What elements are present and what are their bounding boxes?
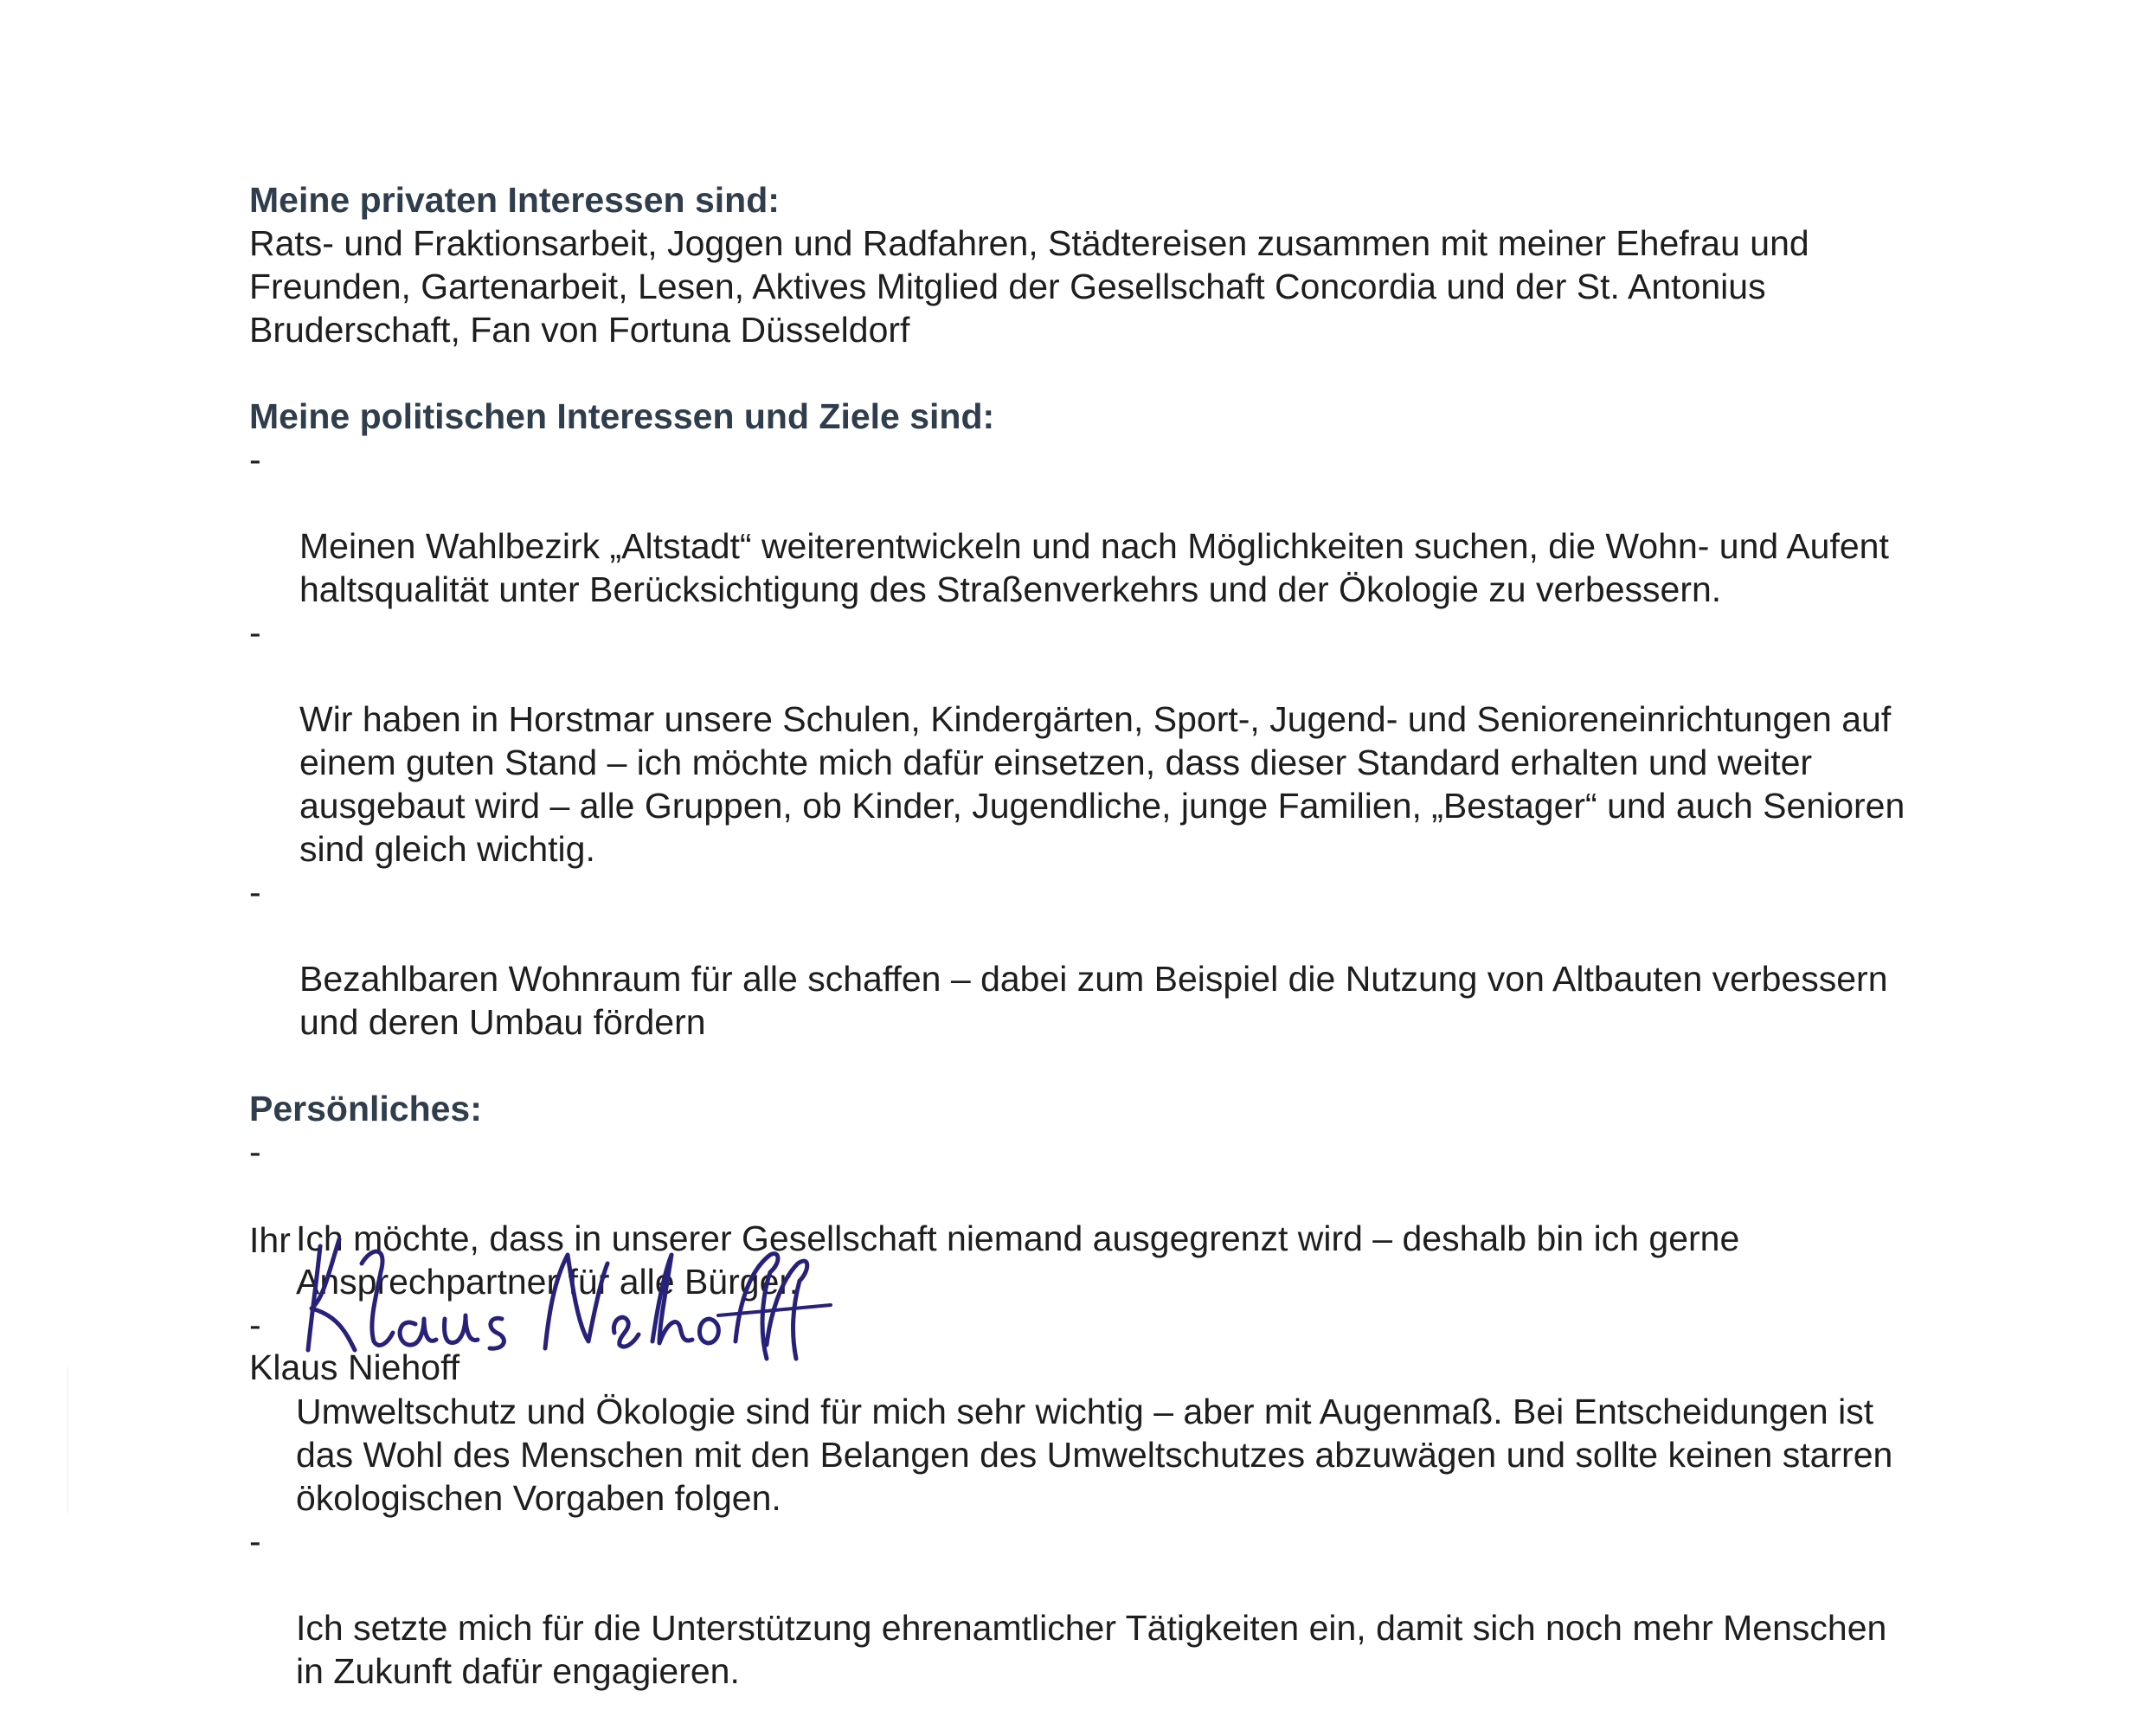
signature-stroke: [652, 1255, 692, 1343]
list-item-text: Ich setzte mich für die Unterstützung ehrenamtlicher Tätigkeiten ein, damit sich noch mehr Menschen in Zukunft dafür engagieren.: [296, 1608, 1887, 1691]
personal-section: [249, 1087, 2066, 1693]
list-item: [249, 871, 2066, 1044]
private-interests-section: [249, 178, 2066, 351]
signature-stroke: [736, 1254, 778, 1359]
list-item-text: Ich möchte, dass in unserer Gesellschaft niemand ausgegrenzt wird – deshalb bin ich gerne Ansprechpartner für alle Bürger.: [296, 1218, 1740, 1302]
political-goals-heading: Meine politischen Interessen und Ziele sind:: [249, 396, 995, 436]
list-item: [249, 438, 2066, 611]
closing-salutation: Ihr: [249, 1220, 291, 1260]
signature-stroke: [490, 1318, 504, 1348]
document-body: [249, 178, 2066, 1736]
private-interests-heading: Meine privaten Interessen sind:: [249, 180, 780, 220]
personal-heading: Persönliches:: [249, 1089, 482, 1128]
political-goals-section: [249, 395, 2066, 1044]
dash-bullet: -: [249, 1132, 261, 1172]
list-item-text: Meinen Wahlbezirk „Altstadt“ weiterentwickeln und nach Möglichkeiten suchen, die Wohn- und Aufent haltsqualität unter Berücksichtigung des Straßenverkehrs und der Ökologie zu verbessern.: [299, 526, 1889, 609]
signature-stroke: [400, 1319, 436, 1345]
private-interests-text: Rats- und Fraktionsarbeit, Joggen und Radfahren, Städtereisen zusammen mit meiner Ehefrau und Freunden, Gartenarbeit, Lesen, Aktives Mitglied der Gesellschaft Concordia und der St. Antonius Bruderschaft, Fan von Fortuna Düsseldorf: [249, 223, 1809, 350]
list-item-text: Wir haben in Horstmar unsere Schulen, Kindergärten, Sport-, Jugend- und Senioreneinrichtungen auf einem guten Stand – ich möchte mich dafür einsetzen, dass dieser Standard erhalten und weiter ausgebaut wird – alle Gruppen, ob Kinder, Jugendliche, junge Familien, „Bestager“ und auch Senioren sind gleich wichtig.: [299, 699, 1905, 869]
signature-stroke: [699, 1319, 718, 1343]
dash-bullet: -: [249, 872, 261, 912]
dash-bullet: -: [249, 440, 261, 479]
signature-stroke: [545, 1255, 607, 1348]
page-edge-divider: [67, 1367, 68, 1513]
signature-stroke: [614, 1317, 639, 1347]
list-item-text: Bezahlbaren Wohnraum für alle schaffen – dabei zum Beispiel die Nutzung von Altbauten verbessern und deren Umbau fördern: [299, 959, 1888, 1042]
personal-list: [249, 1130, 2066, 1693]
political-goals-list: [249, 438, 2066, 1044]
signature-stroke: [445, 1315, 478, 1343]
signatory-name: Klaus Niehoff: [249, 1347, 460, 1387]
list-item-text: Umweltschutz und Ökologie sind für mich sehr wichtig – aber mit Augenmaß. Bei Entscheidungen ist das Wohl des Menschen mit den Belangen des Umweltschutzes abzuwägen und sollte keinen starren ökologischen Vorgaben folgen.: [296, 1392, 1893, 1518]
list-item: [249, 1520, 2066, 1693]
signature-stroke: [362, 1251, 393, 1345]
dash-bullet: -: [249, 613, 261, 653]
dash-bullet: -: [249, 1521, 261, 1561]
list-item: [249, 611, 2066, 871]
dash-bullet: -: [249, 1305, 261, 1345]
